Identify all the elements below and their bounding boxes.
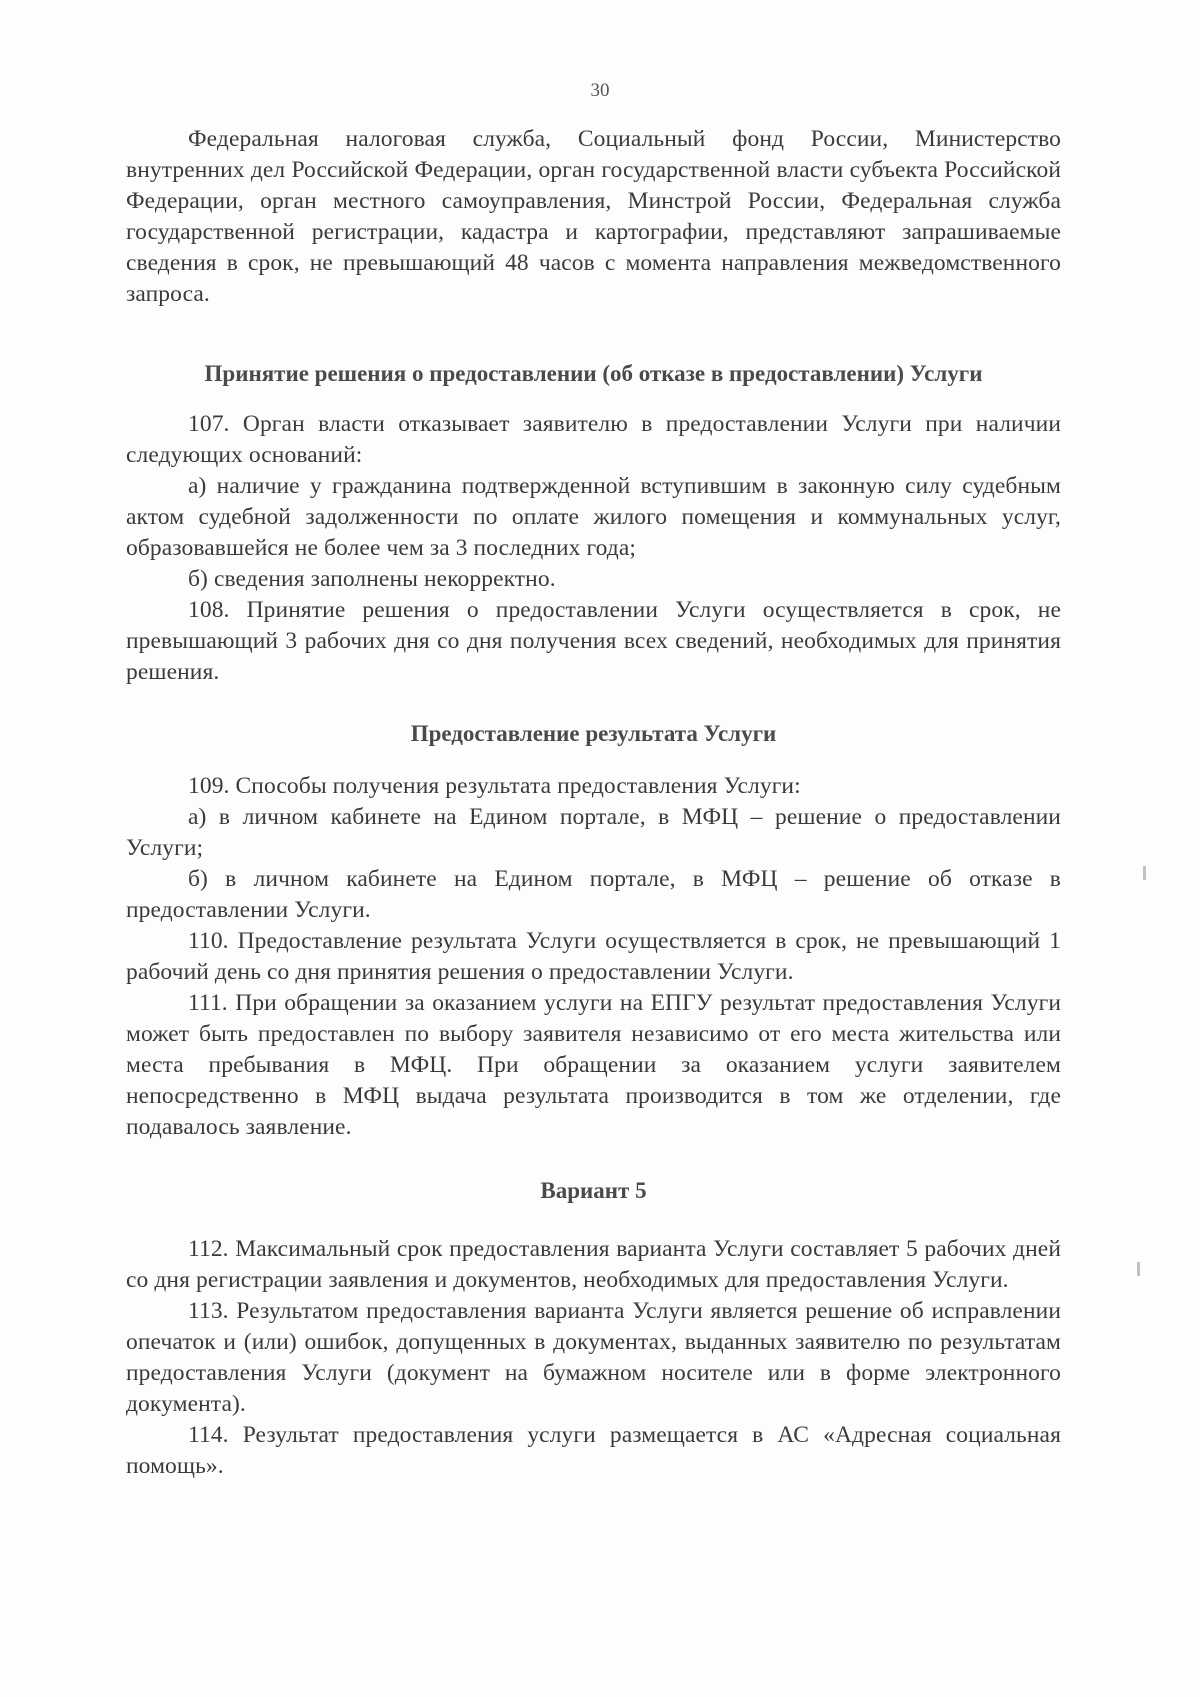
paragraph-112: 112. Максимальный срок предоставления варианта Услуги составляет 5 рабочих дней со дня регистрации заявления и документов, необходимых для предоставления Услуги. bbox=[126, 1236, 1061, 1293]
page-number: 30 bbox=[590, 80, 610, 101]
paragraph-108: 108. Принятие решения о предоставлении Услуги осуществляется в срок, не превышающий 3 рабочих дня со дня получения всех сведений, необходимых для принятия решения. bbox=[126, 597, 1061, 685]
paragraph-109: 109. Способы получения результата предоставления Услуги: bbox=[188, 773, 801, 799]
paragraph-109-a: а) в личном кабинете на Едином портале, в МФЦ – решение о предоставлении Услуги; bbox=[126, 804, 1061, 861]
heading-variant-5: Вариант 5 bbox=[540, 1178, 647, 1203]
paragraph-107: 107. Орган власти отказывает заявителю в предоставлении Услуги при наличии следующих оснований: bbox=[126, 411, 1061, 468]
paragraph-107-a: а) наличие у гражданина подтвержденной вступившим в законную силу судебным актом судебной задолженности по оплате жилого помещения и коммунальных услуг, образовавшейся не более чем за 3 последних года; bbox=[126, 473, 1061, 561]
paragraph-109-b: б) в личном кабинете на Едином портале, в МФЦ – решение об отказе в предоставлении Услуги. bbox=[126, 866, 1061, 923]
paragraph-111: 111. При обращении за оказанием услуги на ЕПГУ результат предоставления Услуги может быть предоставлен по выбору заявителя независимо от его места жительства или места пребывания в МФЦ. При обращении за оказанием услуги заявителем непосредственно в МФЦ выдача результата производится в том же отделении, где подавалось заявление. bbox=[126, 990, 1061, 1140]
heading-result: Предоставление результата Услуги bbox=[410, 721, 777, 746]
scan-artifact bbox=[1137, 1262, 1140, 1276]
paragraph-113: 113. Результатом предоставления варианта Услуги является решение об исправлении опечаток и (или) ошибок, допущенных в документах, выданных заявителю по результатам предоставления Услуги (документ на бумажном носителе или в форме электронного документа). bbox=[126, 1298, 1061, 1417]
paragraph-110: 110. Предоставление результата Услуги осуществляется в срок, не превышающий 1 рабочий день со дня принятия решения о предоставлении Услуги. bbox=[126, 928, 1061, 985]
paragraph-114: 114. Результат предоставления услуги размещается в АС «Адресная социальная помощь». bbox=[126, 1422, 1061, 1479]
paragraph-107-b: б) сведения заполнены некорректно. bbox=[188, 566, 556, 592]
document-body bbox=[126, 124, 1061, 1482]
heading-decision: Принятие решения о предоставлении (об отказе в предоставлении) Услуги bbox=[204, 361, 983, 386]
scan-artifact bbox=[1143, 866, 1146, 880]
paragraph-intro: Федеральная налоговая служба, Социальный фонд России, Министерство внутренних дел Российской Федерации, орган государственной власти субъекта Российской Федерации, орган местного самоуправления, Минстрой России, Федеральная служба государственной регистрации, кадастра и картографии, представляют запрашиваемые сведения в срок, не превышающий 48 часов с момента направления межведомственного запроса. bbox=[126, 126, 1061, 307]
